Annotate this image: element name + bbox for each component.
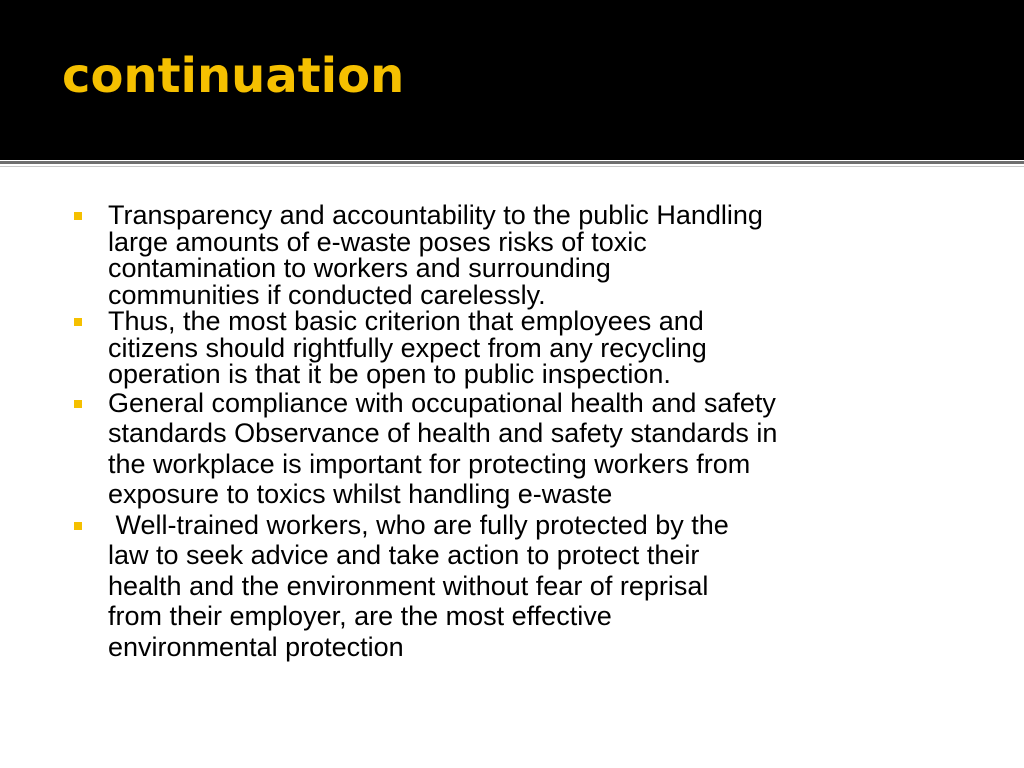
square-bullet-icon [74,400,82,408]
bullet-line: exposure to toxics whilst handling e-waste [108,479,613,509]
bullet-item-general-compliance [72,388,972,510]
bullet-line: citizens should rightfully expect from any recycling [108,332,707,363]
bullet-item-well-trained-workers [72,510,972,663]
bullet-line: from their employer, are the most effective [108,601,612,631]
bullet-line: environmental protection [108,631,404,662]
square-bullet-icon [74,522,82,530]
square-bullet-icon [74,212,82,220]
square-bullet-icon [74,318,82,326]
title-bar [0,0,1024,160]
bullet-line: Thus, the most basic criterion that employees and [108,306,704,336]
bullet-line: General compliance with occupational health and safety [108,387,776,418]
bullet-line: operation is that it be open to public inspection. [108,359,671,389]
bullet-line: the workplace is important for protecting workers from [108,448,751,479]
bullet-line: health and the environment without fear of reprisal [108,570,709,601]
bullet-line: law to seek advice and take action to protect their [108,540,700,570]
bullet-line: large amounts of e-waste poses risks of toxic [108,226,647,257]
bullet-list [72,202,972,662]
slide-title: continuation [62,48,405,104]
divider-line-thin [0,166,1024,167]
bullet-line: contamination to workers and surrounding [108,253,611,283]
bullet-line: standards Observance of health and safety standards in [108,418,778,448]
bullet-line: communities if conducted carelessly. [108,279,546,310]
bullet-item-transparency [72,202,972,308]
bullet-line: Well-trained workers, who are fully protected by the [108,509,729,540]
divider-line [0,161,1024,164]
bullet-item-basic-criterion [72,308,972,388]
bullet-line: Transparency and accountability to the public Handling [108,200,763,230]
